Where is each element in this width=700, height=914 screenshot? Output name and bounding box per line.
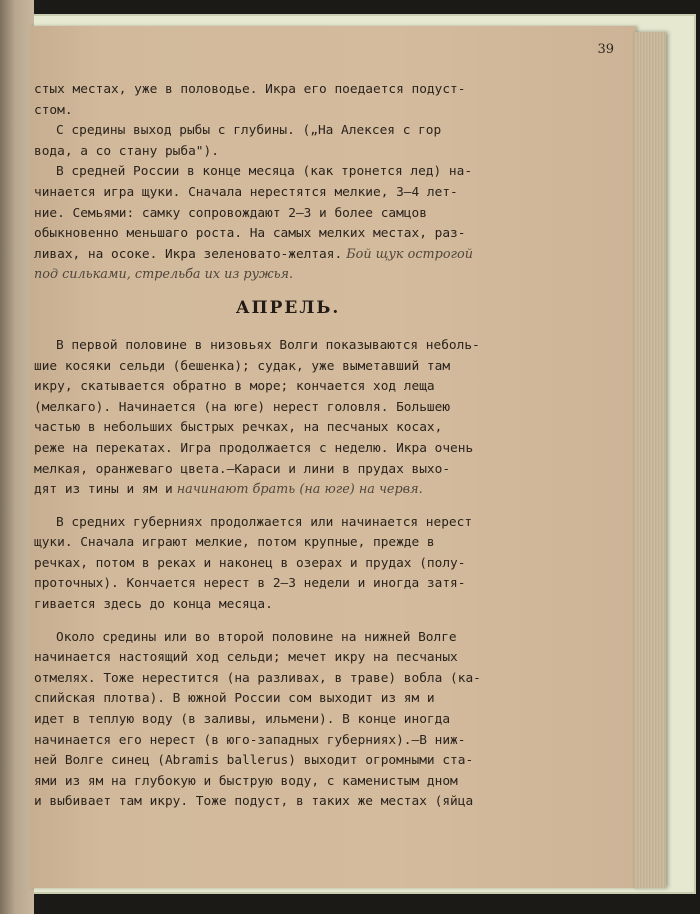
text-line-content: В средней России в конце месяца (как тронется лед) на- [56, 164, 473, 180]
text-line [34, 398, 542, 419]
text-line-content: и выбивает там икру. Тоже подуст, в таких же местах (яйца [34, 794, 474, 810]
text-line [34, 574, 542, 595]
text-line-content: частью в небольших быстрых речках, на песчаных косах, [34, 420, 443, 436]
text-line [34, 751, 542, 772]
text-line-content: обыкновенно меньшаго роста. На самых мелких местах, раз- [34, 226, 466, 242]
text-line [34, 204, 542, 225]
text-line-content: мелкая, оранжеваго цвета.—Караси и лини в прудах выхо- [34, 461, 451, 477]
text-line [34, 377, 542, 398]
text-line-content: В первой половине в низовьях Волги показываются неболь- [56, 337, 480, 353]
text-line-content: реже на перекатах. Игра продолжается с неделю. Икра очень [34, 440, 474, 456]
text-line-content: дят из тины и ям и [34, 482, 173, 498]
text-line [34, 121, 542, 142]
text-line [34, 265, 542, 286]
text-line [34, 245, 542, 266]
text-line-content: проточных). Кончается нерест в 2—3 недели и иногда затя- [34, 576, 466, 592]
text-line [34, 460, 542, 481]
text-line [34, 710, 542, 731]
text-line-content: чинается игра щуки. Сначала нерестятся мелкие, 3—4 лет- [34, 184, 458, 200]
text-line [34, 80, 542, 101]
text-line [34, 772, 542, 793]
paragraph-gap [34, 616, 542, 628]
text-line [34, 595, 542, 616]
text-line [34, 554, 542, 575]
text-line [34, 336, 542, 357]
page-text [34, 80, 542, 813]
text-line-content: Около средины или во второй половине на нижней Волге [56, 629, 457, 645]
book-page [30, 26, 636, 888]
text-line-italic-tail: начинают брать (на юге) на червя. [172, 482, 423, 498]
page-number: 39 [597, 42, 614, 57]
paragraphs-april [34, 336, 542, 813]
text-line-content: щуки. Сначала играют мелкие, потом крупные, прежде в [34, 535, 435, 551]
text-line [34, 418, 542, 439]
text-line-content: (мелкаго). Начинается (на юге) нерест головля. Большею [34, 399, 451, 415]
text-line-italic-tail: под сильками, стрельба их из ружья. [34, 267, 294, 283]
text-line [34, 513, 542, 534]
text-line-content: идет в теплую воду (в заливы, ильмени). В конце иногда [34, 712, 451, 728]
text-line-content: стом. [34, 102, 73, 118]
text-line [34, 669, 542, 690]
text-line [34, 480, 542, 501]
text-line-content: начинается его нерест (в юго-западных губерниях).—В ниж- [34, 732, 466, 748]
text-line [34, 689, 542, 710]
text-line [34, 533, 542, 554]
text-line-content: ней Волге синец (Abramis ballerus) выходит огромными ста- [34, 753, 474, 769]
page-block-edge [634, 32, 666, 888]
section-heading-april: АПРЕЛЬ. [235, 297, 341, 318]
text-line [34, 224, 542, 245]
text-line-content: вода, а со стану рыба"). [34, 143, 219, 159]
text-line [34, 731, 542, 752]
left-page-edge [0, 0, 34, 914]
text-line [34, 628, 542, 649]
text-line [34, 648, 542, 669]
text-line-content: С средины выход рыбы с глубины. („На Алексея с гор [56, 123, 442, 139]
text-line [34, 142, 542, 163]
text-line-content: речках, потом в реках и наконец в озерах и прудах (полу- [34, 555, 466, 571]
text-line-content: шие косяки сельди (бешенка); судак, уже выметавший там [34, 358, 451, 374]
paragraphs-march-end [34, 80, 542, 286]
text-line-content: ями из ям на глубокую и быструю воду, с каменистым дном [34, 773, 458, 789]
text-line-content: ние. Семьями: самку сопровождают 2—3 и более самцов [34, 205, 427, 221]
text-line [34, 439, 542, 460]
text-line-content: спийская плотва). В южной России сом выходит из ям и [34, 691, 435, 707]
text-line-content: отмелях. Тоже нерестится (на разливах, в траве) вобла (ка- [34, 670, 481, 686]
text-line [34, 183, 542, 204]
text-line [34, 357, 542, 378]
paragraph-gap [34, 501, 542, 513]
text-line-content: гивается здесь до конца месяца. [34, 597, 273, 613]
text-line [34, 792, 542, 813]
text-line-content: В средних губерниях продолжается или начинается нерест [56, 514, 473, 530]
text-line-italic-tail: Бой щук острогой [342, 246, 473, 262]
text-line-content: ливах, на осоке. Икра зеленовато-желтая. [34, 246, 343, 262]
text-line [34, 162, 542, 183]
text-line-content: икру, скатывается обратно в море; кончается ход леща [34, 379, 435, 395]
text-line-content: стых местах, уже в половодье. Икра его поедается подуст- [34, 82, 466, 97]
text-line-content: начинается настоящий ход сельди; мечет икру на песчаных [34, 650, 458, 666]
text-line [34, 101, 542, 122]
